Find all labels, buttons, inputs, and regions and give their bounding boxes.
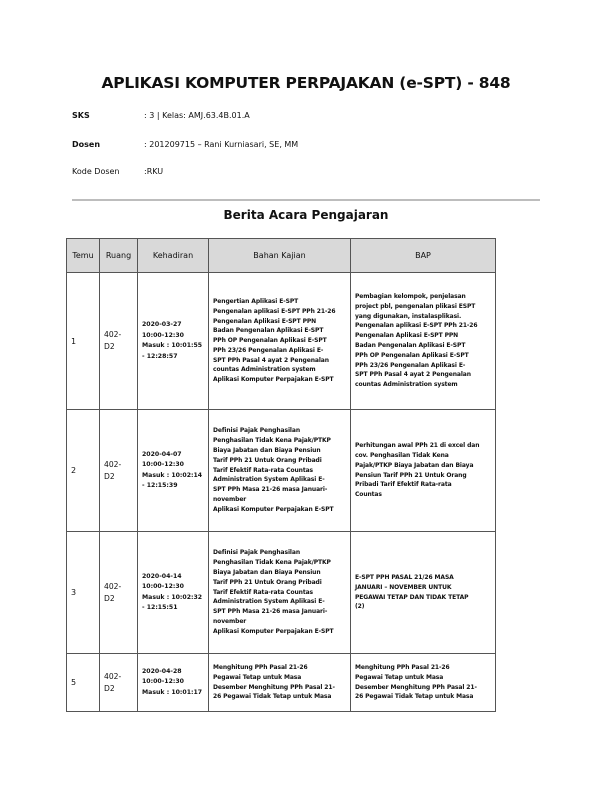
table-row: [67, 532, 496, 654]
header-temu: Temu: [67, 239, 100, 273]
bap-table: [66, 238, 496, 712]
cell-ruang: 402- D2: [100, 410, 138, 532]
info-sks: [72, 111, 250, 120]
document-title: APLIKASI KOMPUTER PERPAJAKAN (e-SPT) - 848: [101, 74, 511, 92]
info-label: Kode Dosen: [72, 167, 120, 176]
info-dosen: [72, 140, 298, 149]
info-label: SKS: [72, 111, 90, 120]
table-header-row: [67, 239, 496, 273]
cell-bahan-kajian: Definisi Pajak Penghasilan Penghasilan Tidak Kena Pajak/PTKP Biaya Jabatan dan Biaya Pensiun Tarif PPh 21 Untuk Orang Pribadi Tarif Efektif Rata-rata Countas Administration System Aplikasi E- SPT PPh Masa 21-26 masa Januari- november Aplikasi Komputer Perpajakan E-SPT: [209, 410, 351, 532]
info-value: : 3 | Kelas: AMJ.63.4B.01.A: [144, 111, 250, 120]
cell-bap: Menghitung PPh Pasal 21-26 Pegawai Tetap untuk Masa Desember Menghitung PPh Pasal 21- 26 Pegawai Tidak Tetap untuk Masa: [351, 654, 496, 712]
info-value: :RKU: [144, 167, 164, 176]
table-row: [67, 273, 496, 410]
cell-bahan-kajian: Menghitung PPh Pasal 21-26 Pegawai Tetap untuk Masa Desember Menghitung PPh Pasal 21- 26 Pegawai Tidak Tetap untuk Masa: [209, 654, 351, 712]
header-bahan-kajian: Bahan Kajian: [209, 239, 351, 273]
cell-bap: Pembagian kelompok, penjelasan project pbl, pengenalan plikasi ESPT yang digunakan, instalasplikasi. Pengenalan aplikasi E-SPT PPh 21-26 Pengenalan Aplikasi E-SPT PPN Badan Pengenalan Aplikasi E-SPT PPh OP Pengenalan Aplikasi E-SPT PPh 23/26 Pengenalan Aplikasi E- SPT PPh Pasal 4 ayat 2 Pengenalan countas Administration system: [351, 273, 496, 410]
cell-temu: 3: [67, 532, 100, 654]
info-value: : 201209715 – Rani Kurniasari, SE, MM: [144, 140, 299, 149]
divider: [72, 199, 540, 201]
info-kode-dosen: [72, 167, 163, 176]
cell-kehadiran: 2020-04-28 10:00-12:30 Masuk : 10:01:17: [138, 654, 209, 712]
cell-bap: Perhitungan awal PPh 21 di excel dan cov. Penghasilan Tidak Kena Pajak/PTKP Biaya Jabatan dan Biaya Pensiun Tarif PPh 21 Untuk Orang Pribadi Tarif Efektif Rata-rata Countas: [351, 410, 496, 532]
cell-kehadiran: 2020-04-14 10:00-12:30 Masuk : 10:02:32 - 12:15:51: [138, 532, 209, 654]
table-row: [67, 654, 496, 712]
header-ruang: Ruang: [100, 239, 138, 273]
cell-temu: 2: [67, 410, 100, 532]
cell-temu: 5: [67, 654, 100, 712]
cell-kehadiran: 2020-03-27 10:00-12:30 Masuk : 10:01:55 - 12:28:57: [138, 273, 209, 410]
header-kehadiran: Kehadiran: [138, 239, 209, 273]
cell-ruang: 402- D2: [100, 273, 138, 410]
table-row: [67, 410, 496, 532]
cell-kehadiran: 2020-04-07 10:00-12:30 Masuk : 10:02:14 - 12:15:39: [138, 410, 209, 532]
cell-bahan-kajian: Pengertian Aplikasi E-SPT Pengenalan aplikasi E-SPT PPh 21-26 Pengenalan Aplikasi E-SPT PPN Badan Pengenalan Aplikasi E-SPT PPh OP Pengenalan Aplikasi E-SPT PPh 23/26 Pengenalan Aplikasi E- SPT PPh Pasal 4 ayat 2 Pengenalan countas Administration system Aplikasi Komputer Perpajakan E-SPT: [209, 273, 351, 410]
header-bap: BAP: [351, 239, 496, 273]
cell-ruang: 402- D2: [100, 654, 138, 712]
section-subtitle: Berita Acara Pengajaran: [223, 208, 389, 222]
cell-bahan-kajian: Definisi Pajak Penghasilan Penghasilan Tidak Kena Pajak/PTKP Biaya Jabatan dan Biaya Pensiun Tarif PPh 21 Untuk Orang Pribadi Tarif Efektif Rata-rata Countas Administration System Aplikasi E- SPT PPh Masa 21-26 masa Januari- november Aplikasi Komputer Perpajakan E-SPT: [209, 532, 351, 654]
cell-bap: E-SPT PPH PASAL 21/26 MASA JANUARI – NOVEMBER UNTUK PEGAWAI TETAP DAN TIDAK TETAP (2): [351, 532, 496, 654]
cell-ruang: 402- D2: [100, 532, 138, 654]
info-label: Dosen: [72, 140, 101, 149]
cell-temu: 1: [67, 273, 100, 410]
